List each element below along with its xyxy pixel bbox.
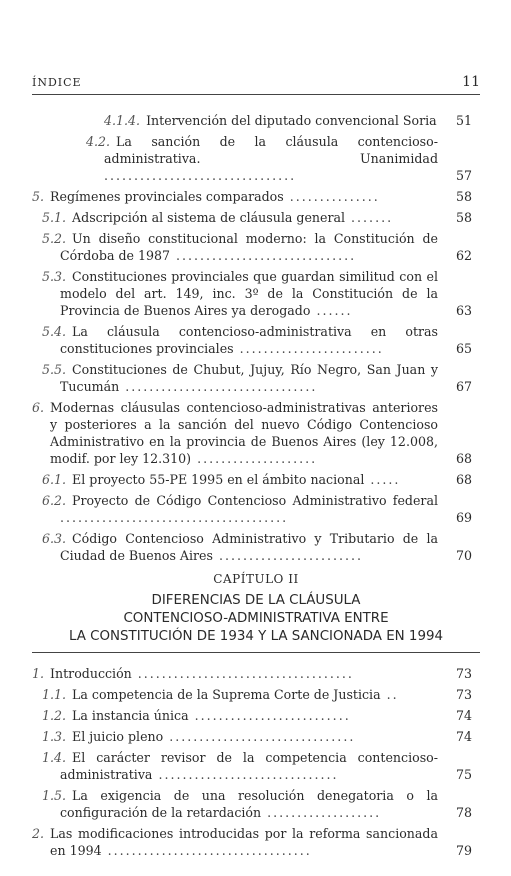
toc-entry: 4.2. La sanción de la cláusula contencioso-administrativa. Unanimidad ................................ 57 (32, 133, 480, 184)
dot-leader: .................................... (131, 666, 354, 681)
toc-entry: 1.2. La instancia única .......................... 74 (32, 707, 480, 724)
dot-leader: ............... (283, 189, 380, 204)
toc-entry-title: Código Contencioso Administrativo y Tributario de la Ciudad de Buenos Aires (60, 531, 438, 563)
toc-entry-title: Un diseño constitucional moderno: la Constitución de Córdoba de 1987 (60, 231, 438, 263)
toc-entry: 4.1.4. Intervención del diputado convencional Soria 51 (32, 112, 480, 129)
toc-entry-number: 5.1. (42, 210, 67, 225)
chapter-title-line-1: DIFERENCIAS DE LA CLÁUSULA (151, 593, 361, 608)
toc-entry-text (42, 268, 480, 319)
dot-leader: ................... (261, 805, 382, 820)
toc-entry: 1.5. La exigencia de una resolución denegatoria o la configuración de la retardación ................... 78 (32, 787, 480, 821)
dot-leader: ........................ (212, 548, 364, 563)
dot-leader: .......................... (188, 708, 351, 723)
chapter-title-line-2: CONTENCIOSO-ADMINISTRATIVA ENTRE (123, 611, 389, 626)
toc-entry-number: 2. (32, 826, 45, 841)
toc-entry-title: Adscripción al sistema de cláusula general (72, 210, 346, 225)
toc-entry-text (42, 530, 480, 564)
toc-entry: 5. Regímenes provinciales comparados ............... 58 (32, 188, 480, 205)
toc-entry-title: Intervención del diputado convencional Soria (146, 113, 437, 128)
toc-entry-number: 5.4. (42, 324, 67, 339)
toc-entry-text (42, 323, 480, 357)
toc-entry: 1.1. La competencia de la Suprema Corte de Justicia .. 73 (32, 686, 480, 703)
chapter-label: CAPÍTULO II (213, 572, 299, 586)
dot-leader: ..... (364, 472, 401, 487)
dot-leader: ....... (345, 210, 394, 225)
toc-entry-number: 1.4. (42, 750, 67, 765)
toc-entry: 6.2. Proyecto de Código Contencioso Administrativo federal ...................................... 69 (32, 492, 480, 526)
toc-entry-title: El juicio pleno (72, 729, 164, 744)
toc-entry-title: Constituciones de Chubut, Jujuy, Río Negro, San Juan y Tucumán (60, 362, 438, 394)
toc-entry-text (86, 133, 480, 184)
toc-entry-title: Regímenes provinciales comparados (50, 189, 284, 204)
toc-entry-title: El carácter revisor de la competencia contencioso-administrativa (60, 750, 438, 782)
toc-entry-number: 6. (32, 400, 45, 415)
toc-entry-title: La exigencia de una resolución denegatoria o la configuración de la retardación (60, 788, 438, 820)
toc-entry-number: 5.3. (42, 269, 67, 284)
toc-entry-number: 6.2. (42, 493, 67, 508)
dot-leader: .............................. (152, 767, 339, 782)
toc-entry: 5.1. Adscripción al sistema de cláusula general ....... 58 (32, 209, 480, 226)
toc-entry-title: Proyecto de Código Contencioso Administrativo federal (72, 493, 438, 508)
toc-entry-number: 6.1. (42, 472, 67, 487)
toc-entry-text (42, 492, 480, 526)
chapter-heading (32, 572, 480, 646)
toc-part-2 (32, 665, 480, 859)
dot-leader: ...................................... (60, 510, 289, 525)
toc-entry-text (42, 707, 480, 724)
toc-entry-title: La sanción de la cláusula contencioso-administrativa. Unanimidad (104, 134, 438, 166)
dot-leader: ................................ (119, 379, 318, 394)
toc-entry: 5.5. Constituciones de Chubut, Jujuy, Río Negro, San Juan y Tucumán ................................ 67 (32, 361, 480, 395)
toc-entry-text (42, 787, 480, 821)
running-header (32, 72, 480, 95)
toc-entry-text (32, 665, 480, 682)
toc-entry-number: 5. (32, 189, 45, 204)
toc-entry-number: 1.5. (42, 788, 67, 803)
toc-entry: 5.2. Un diseño constitucional moderno: la Constitución de Córdoba de 1987 .............................. 62 (32, 230, 480, 264)
toc-entry-text (42, 209, 480, 226)
dot-leader: .................................. (101, 843, 312, 858)
toc-entry-number: 4.1.4. (104, 113, 141, 128)
toc-entry-title: La competencia de la Suprema Corte de Justicia (72, 687, 381, 702)
toc-entry-number: 4.2. (86, 134, 111, 149)
dot-leader: ............................... (163, 729, 356, 744)
toc-entry-title: El proyecto 55-PE 1995 en el ámbito nacional (72, 472, 365, 487)
toc-entry-number: 1.1. (42, 687, 67, 702)
chapter-title (32, 592, 480, 646)
dot-leader: .. (380, 687, 399, 702)
toc-entry-title: La instancia única (72, 708, 189, 723)
page-number: 11 (462, 74, 480, 90)
toc-entry: 1.3. El juicio pleno ............................... 74 (32, 728, 480, 745)
toc-entry-text (32, 825, 480, 859)
toc-entry-text (42, 686, 480, 703)
toc-entry: 5.4. La cláusula contencioso-administrativa en otras constituciones provinciales ........................ 65 (32, 323, 480, 357)
toc-entry-title: Introducción (50, 666, 132, 681)
toc-entry-title: Modernas cláusulas contencioso-administrativas anteriores y posteriores a la sanción del nuevo Código Contencioso Administrativo en la provincia de Buenos Aires (ley 12.008, modif. por ley 12.310) (50, 400, 438, 466)
toc-entry-text (42, 728, 480, 745)
toc-entry-text (42, 471, 480, 488)
toc-entry-number: 1. (32, 666, 45, 681)
table-of-contents (32, 112, 480, 863)
toc-entry: 6.1. El proyecto 55-PE 1995 en el ámbito nacional ..... 68 (32, 471, 480, 488)
toc-entry: 1. Introducción .................................... 73 (32, 665, 480, 682)
dot-leader: .............................. (170, 248, 357, 263)
toc-entry-title: Constituciones provinciales que guardan similitud con el modelo del art. 149, inc. 3º de la Constitución de la Provincia de Buenos Aires ya derogado (60, 269, 438, 318)
toc-entry: 5.3. Constituciones provinciales que guardan similitud con el modelo del art. 149, inc. 3º de la Constitución de la Provincia de Buenos Aires ya derogado ...... 63 (32, 268, 480, 319)
toc-entry-number: 1.2. (42, 708, 67, 723)
toc-entry: 6. Modernas cláusulas contencioso-administrativas anteriores y posteriores a la sanción del nuevo Código Contencioso Administrativo en la provincia de Buenos Aires (ley 12.008, modif. por ley 12.310) .................... 68 (32, 399, 480, 467)
toc-entry: 2. Las modificaciones introducidas por la reforma sancionada en 1994 .................................. 79 (32, 825, 480, 859)
toc-entry-text (42, 361, 480, 395)
toc-entry: 1.4. El carácter revisor de la competencia contencioso-administrativa .............................. 75 (32, 749, 480, 783)
dot-leader: ................................ (104, 168, 297, 183)
toc-entry-text (42, 749, 480, 783)
toc-entry: 6.3. Código Contencioso Administrativo y Tributario de la Ciudad de Buenos Aires ........................ 70 (32, 530, 480, 564)
toc-entry-text (104, 112, 480, 129)
chapter-divider (32, 652, 480, 653)
toc-entry-number: 1.3. (42, 729, 67, 744)
toc-entry-number: 5.2. (42, 231, 67, 246)
toc-entry-text (32, 399, 480, 467)
chapter-title-line-3: LA CONSTITUCIÓN DE 1934 Y LA SANCIONADA EN 1994 (68, 629, 444, 644)
dot-leader: .................... (191, 451, 318, 466)
toc-part-1 (32, 112, 480, 564)
header-section-title: ÍNDICE (32, 76, 82, 89)
dot-leader: ........................ (233, 341, 384, 356)
toc-entry-text (32, 188, 480, 205)
toc-entry-number: 6.3. (42, 531, 67, 546)
dot-leader: ...... (310, 303, 353, 318)
toc-entry-title: Las modificaciones introducidas por la reforma sancionada en 1994 (50, 826, 438, 858)
toc-entry-text (42, 230, 480, 264)
toc-entry-number: 5.5. (42, 362, 67, 377)
toc-entry-title: La cláusula contencioso-administrativa en otras constituciones provinciales (60, 324, 438, 356)
